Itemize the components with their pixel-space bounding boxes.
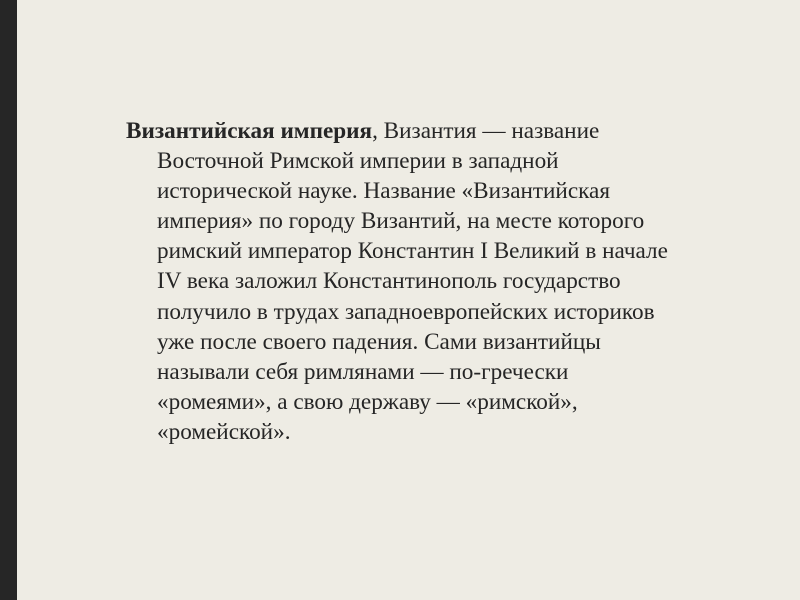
paragraph-line: называли себя римлянами — по-гречески (157, 358, 569, 385)
paragraph-line-rest: , Византия — название (372, 118, 600, 144)
paragraph-line: «ромеями», а свою державу — «римской», (157, 388, 578, 415)
paragraph-line (126, 116, 766, 146)
paragraph-line: уже после своего падения. Сами византийцы (157, 328, 601, 355)
paragraph-line: «ромейской». (157, 418, 291, 445)
paragraph-line: империя» по городу Византий, на месте которого (157, 208, 645, 235)
paragraph-line: IV века заложил Константинополь государство (157, 268, 621, 295)
paragraph-line: исторической науке. Название «Византийская (157, 178, 611, 205)
paragraph-term: Византийская империя (126, 118, 373, 144)
paragraph-line: Восточной Римской империи в западной (157, 148, 559, 175)
paragraph-line: получило в трудах западноевропейских историков (157, 298, 655, 325)
paragraph-line: римский император Константин I Великий в начале (157, 238, 668, 265)
left-accent-bar (0, 0, 17, 600)
body-paragraph (126, 116, 766, 447)
